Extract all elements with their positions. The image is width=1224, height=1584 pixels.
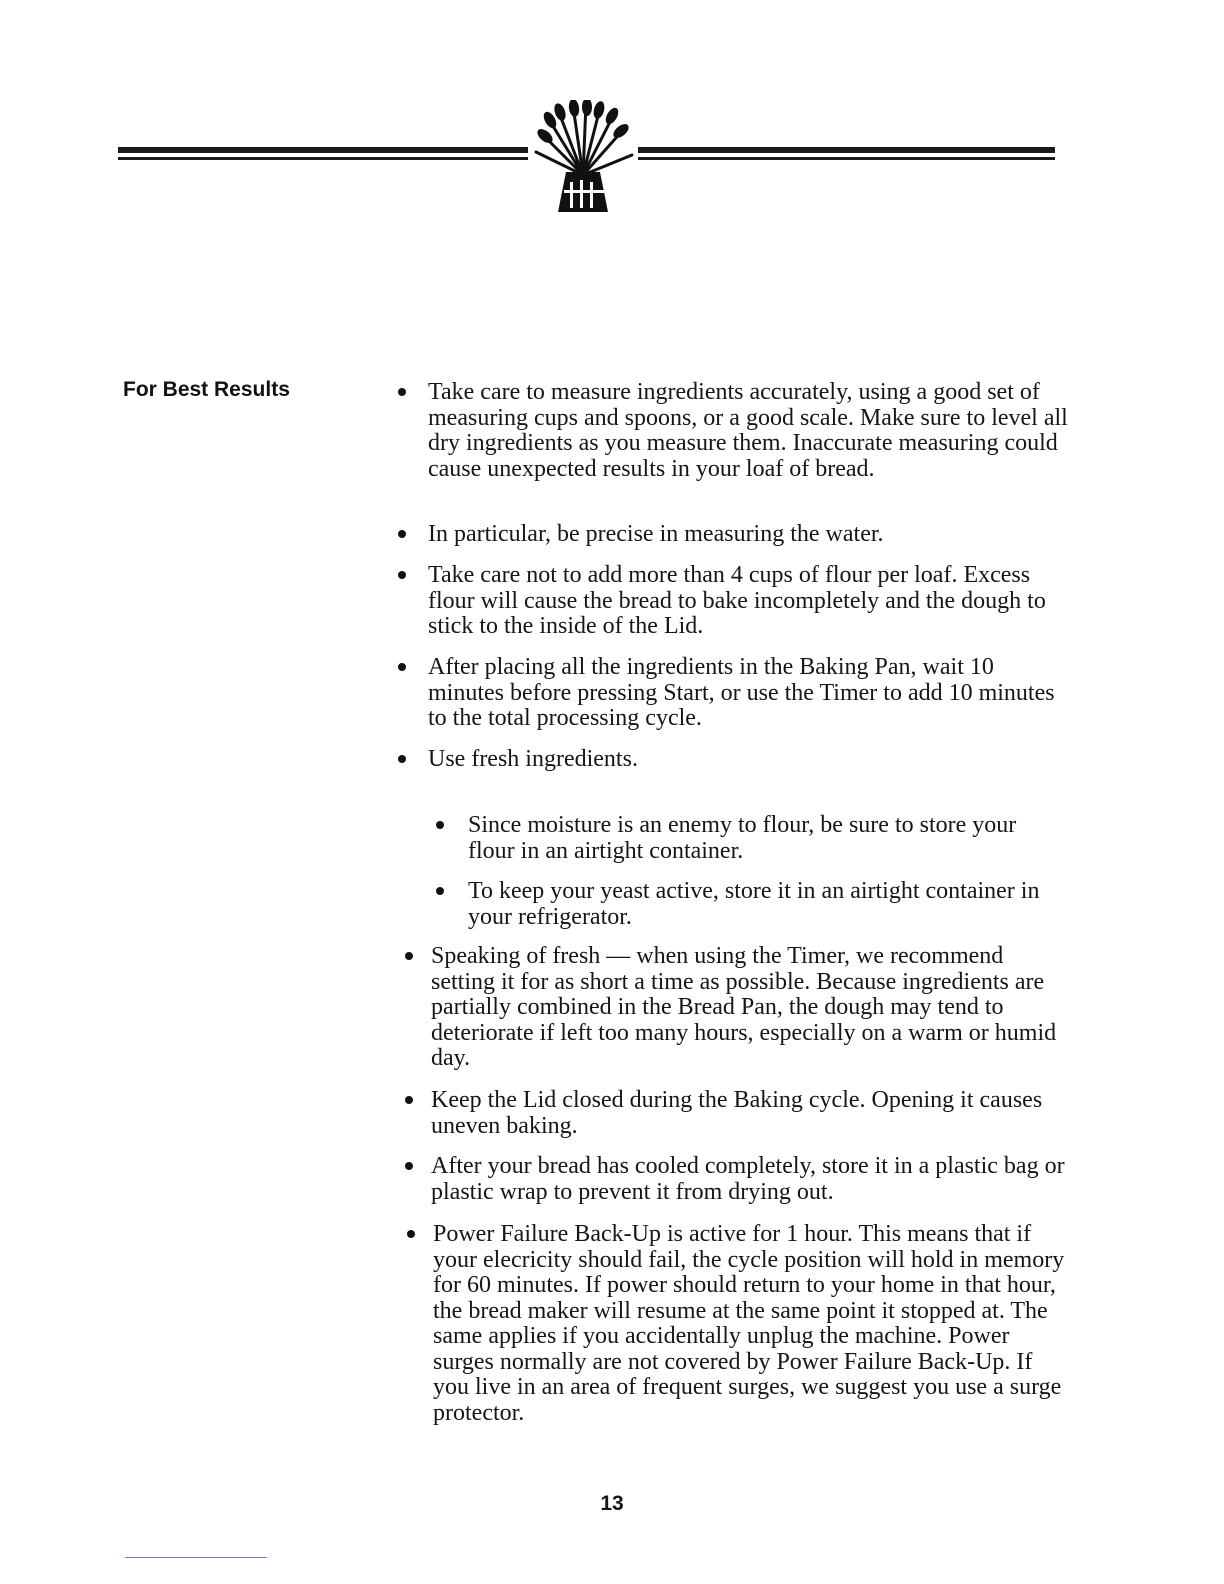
wheat-sheaf-icon [528, 100, 638, 215]
section-heading: For Best Results [123, 378, 290, 401]
bullet-icon [398, 755, 406, 763]
bullet-icon [436, 887, 444, 895]
bullet-icon [398, 663, 406, 671]
page-number: 13 [600, 1492, 624, 1515]
bullet-icon [405, 952, 413, 960]
list-item: Use fresh ingredients. [428, 747, 1068, 773]
bullet-icon [405, 1096, 413, 1104]
bullet-icon [405, 1162, 413, 1170]
bullet-icon [436, 821, 444, 829]
sub-list-item: To keep your yeast active, store it in an airtight container in your refrigerator. [468, 879, 1048, 930]
list-item: Take care not to add more than 4 cups of flour per loaf. Excess flour will cause the bread to bake incompletely and the dough to stick to the inside of the Lid. [428, 563, 1068, 640]
sub-list-item: Since moisture is an enemy to flour, be sure to store your flour in an airtight container. [468, 813, 1048, 864]
bullet-icon [398, 571, 406, 579]
list-item: Speaking of fresh — when using the Timer, we recommend setting it for as short a time as possible. Because ingredients are partially combined in the Bread Pan, the dough may tend to deteriorate if left too many hours, especially on a warm or humid day. [431, 944, 1071, 1072]
bullet-icon [398, 388, 406, 396]
list-item: In particular, be precise in measuring the water. [428, 522, 1068, 548]
list-item: After placing all the ingredients in the Baking Pan, wait 10 minutes before pressing Start, or use the Timer to add 10 minutes to the total processing cycle. [428, 655, 1068, 732]
list-item: Take care to measure ingredients accurately, using a good set of measuring cups and spoons, or a good scale. Make sure to level all dry ingredients as you measure them. Inaccurate measuring could cause unexpected results in your loaf of bread. [428, 380, 1068, 482]
scan-edge-line [125, 1557, 267, 1558]
bullet-icon [407, 1230, 415, 1238]
list-item: After your bread has cooled completely, store it in a plastic bag or plastic wrap to prevent it from drying out. [431, 1154, 1071, 1205]
list-item: Keep the Lid closed during the Baking cycle. Opening it causes uneven baking. [431, 1088, 1071, 1139]
bullet-icon [398, 530, 406, 538]
list-item: Power Failure Back-Up is active for 1 hour. This means that if your elecricity should fail, the cycle position will hold in memory for 60 minutes. If power should return to your home in that hour, the bread maker will resume at the same point it stopped at. The same applies if you accidentally unplug the machine. Power surges normally are not covered by Power Failure Back-Up. If you live in an area of frequent surges, we suggest you use a surge protector. [433, 1222, 1073, 1426]
